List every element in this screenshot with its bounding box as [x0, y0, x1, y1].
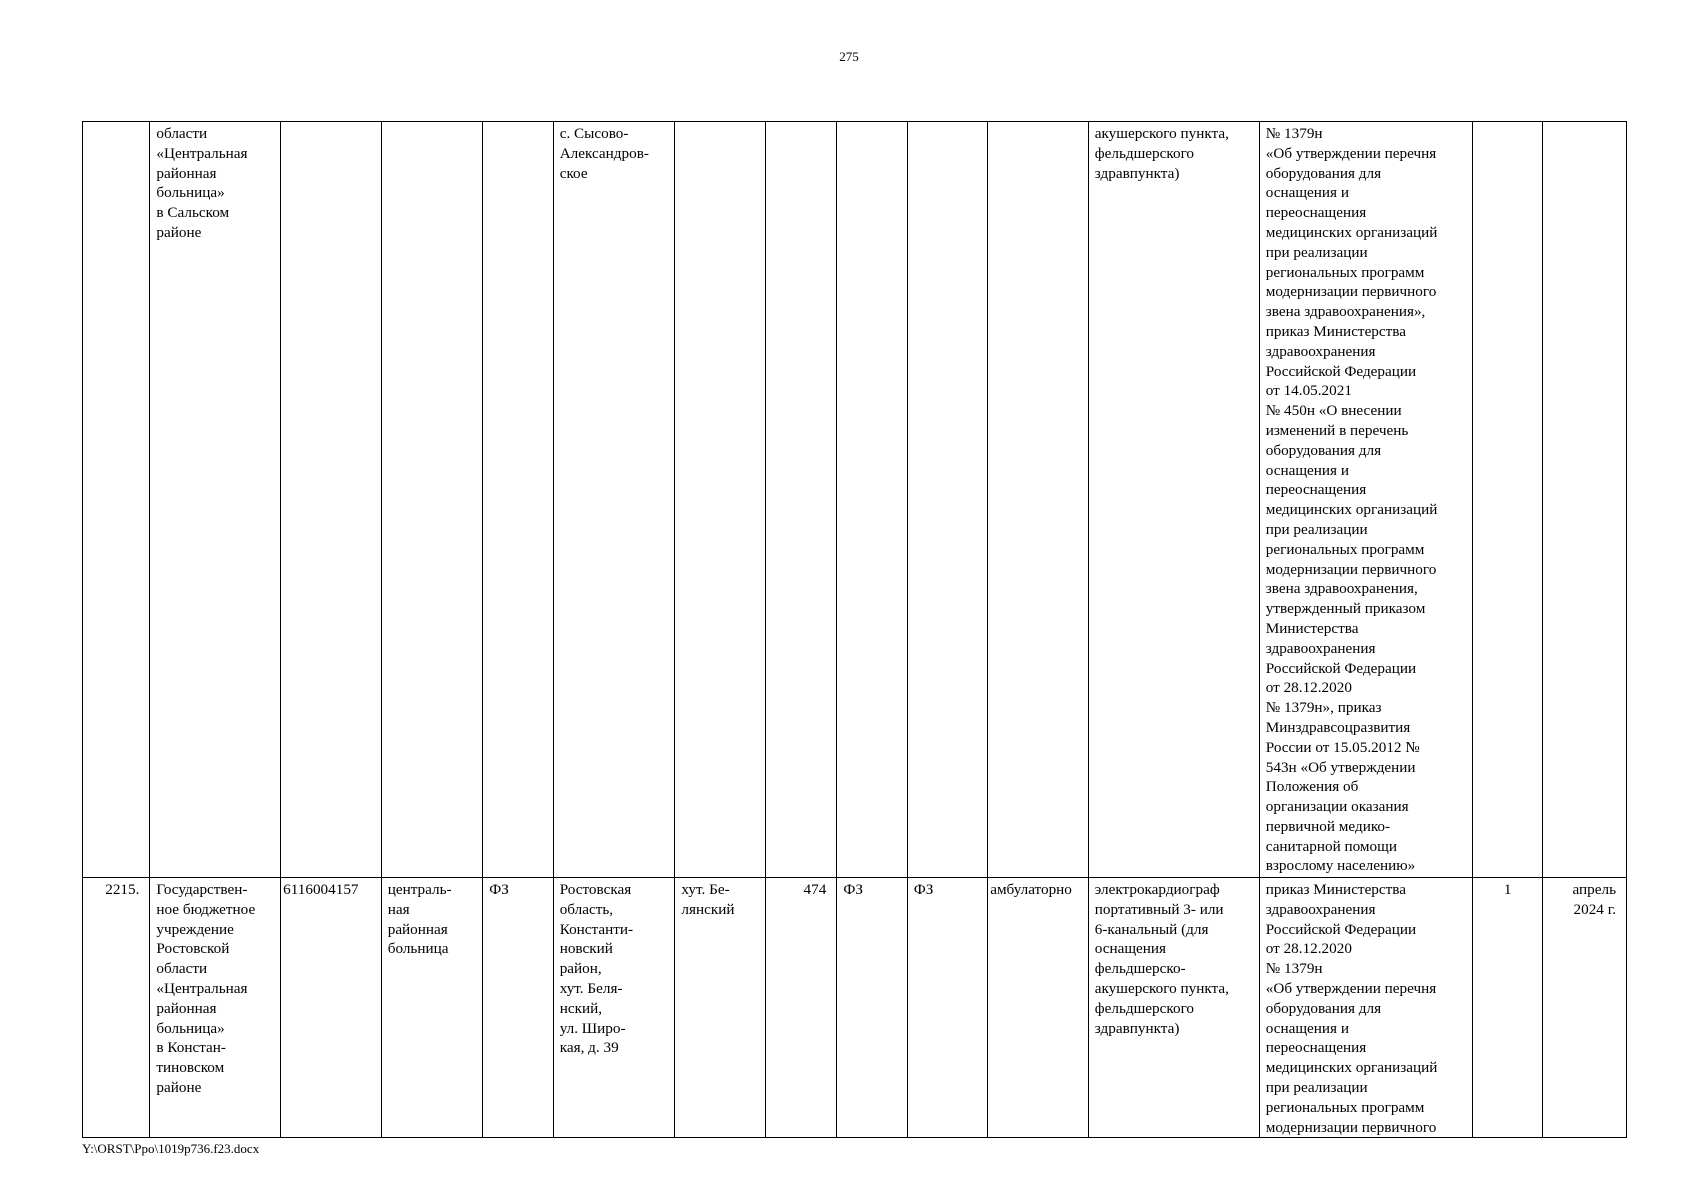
cell-care-form: [988, 122, 1089, 878]
cell-care-form: амбулаторно: [988, 878, 1089, 1138]
page-number: 275: [839, 49, 859, 64]
cell-number: [83, 122, 150, 878]
cell-address: Ростовская область, Константи- новский район, хут. Беля- нский, ул. Широ- кая, д. 39: [553, 878, 675, 1138]
cell-number: 2215.: [83, 878, 150, 1138]
cell-equipment: акушерского пункта, фельдшерского здравпункта): [1088, 122, 1259, 878]
cell-inn: [281, 122, 382, 878]
cell-quantity: 1: [1473, 878, 1543, 1138]
cell-unit-code: [483, 122, 553, 878]
cell-legal-basis: приказ Министерства здравоохранения Российской Федерации от 28.12.2020 № 1379н «Об утверждении перечня оборудования для оснащения и переоснащения медицинских организаций при реализации региональных программ модернизации первичного: [1259, 878, 1472, 1138]
cell-unit-type-planned: [907, 122, 987, 878]
cell-institution: области «Центральная районная больница» в Сальском районе: [150, 122, 281, 878]
cell-address: с. Сысово- Александров- ское: [553, 122, 675, 878]
cell-locality: [675, 122, 766, 878]
cell-equipment: электрокардиограф портативный 3- или 6-канальный (для оснащения фельдшерско- акушерского пункта, фельдшерского здравпункта): [1088, 878, 1259, 1138]
cell-unit-code: ФЗ: [483, 878, 553, 1138]
cell-quantity: [1473, 122, 1543, 878]
document-table: [82, 121, 1627, 1138]
cell-inn: 6116004157: [281, 878, 382, 1138]
cell-population: 474: [765, 878, 836, 1138]
cell-institution-type: централь- ная районная больница: [381, 878, 483, 1138]
cell-population: [765, 122, 836, 878]
cell-legal-basis: № 1379н «Об утверждении перечня оборудования для оснащения и переоснащения медицинских организаций при реализации региональных программ модернизации первичного звена здравоохранения», приказ Министерства здравоохранения Российской Федерации от 14.05.2021 № 450н «О внесении изменений в перечень оборудования для оснащения и переоснащения медицинских организаций при реализации региональных программ модернизации первичного звена здравоохранения, утвержденный приказом Министерства здравоохранения Российской Федерации от 28.12.2020 № 1379н», приказ Минздравсоцразвития России от 15.05.2012 № 543н «Об утверждении Положения об организации оказания первичной медико- санитарной помощи взрослому населению»: [1259, 122, 1472, 878]
cell-unit-type: ФЗ: [837, 878, 907, 1138]
cell-locality: хут. Бе- лянский: [675, 878, 766, 1138]
table-row: [83, 122, 1627, 878]
cell-unit-type: [837, 122, 907, 878]
table-row: [83, 878, 1627, 1138]
cell-date: [1543, 122, 1627, 878]
cell-unit-type-planned: ФЗ: [907, 878, 987, 1138]
cell-date: апрель 2024 г.: [1543, 878, 1627, 1138]
footer-file-path: Y:\ORST\Ppo\1019p736.f23.docx: [82, 1141, 260, 1156]
cell-institution-type: [381, 122, 483, 878]
cell-institution: Государствен- ное бюджетное учреждение Ростовской области «Центральная районная больница» в Констан- тиновском районе: [150, 878, 281, 1138]
